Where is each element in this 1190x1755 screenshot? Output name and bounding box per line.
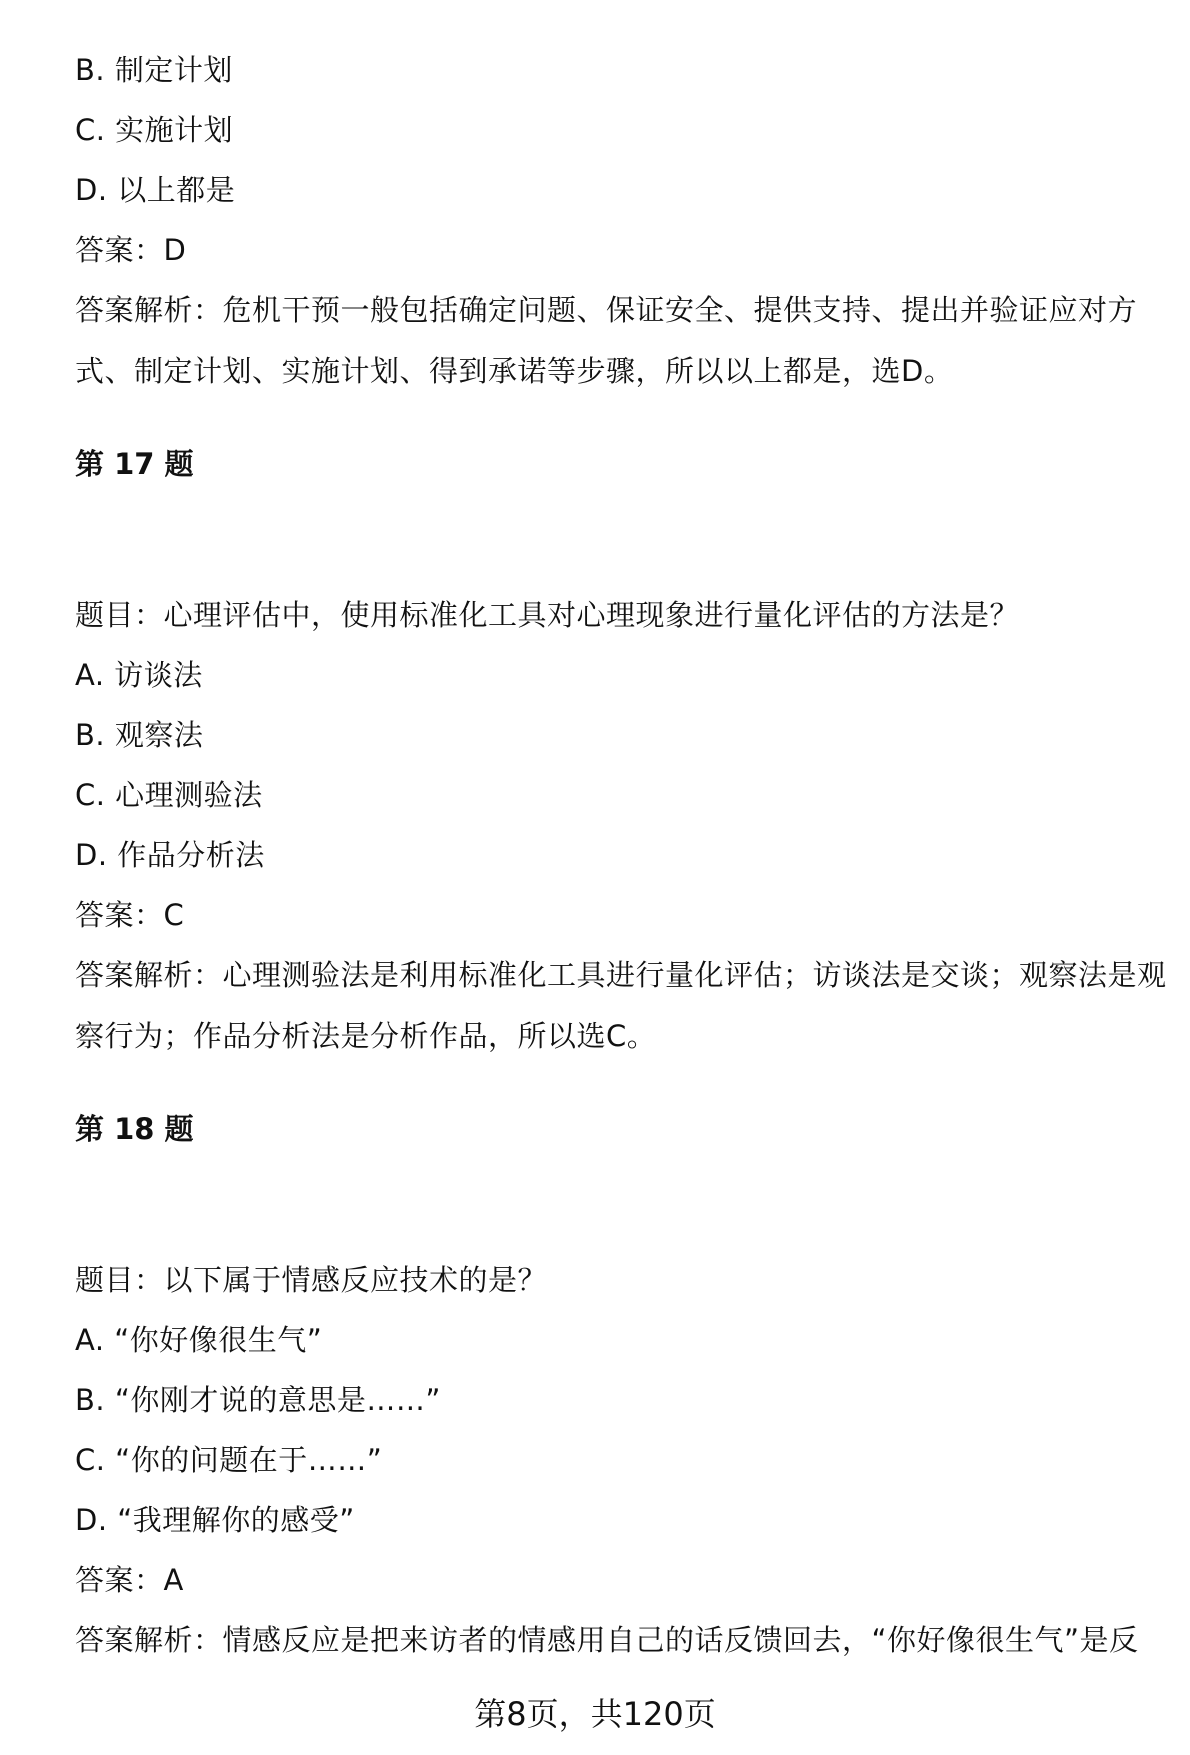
option-d: D. “我理解你的感受” (75, 1503, 355, 1537)
answer: 答案：C (75, 898, 185, 932)
option-d: D. 作品分析法 (75, 838, 265, 872)
answer-explanation: 答案解析：心理测验法是利用标准化工具进行量化评估；访谈法是交谈；观察法是观察行为；作品分析法是分析作品，所以选C。 (75, 958, 1167, 1053)
answer: 答案：D (75, 233, 187, 267)
option-c: C. 心理测验法 (75, 778, 263, 812)
answer-explanation: 答案解析：危机干预一般包括确定问题、保证安全、提供支持、提出并验证应对方式、制定计划、实施计划、得到承诺等步骤，所以以上都是，选D。 (75, 293, 1138, 388)
page-number: 第8页，共120页 (474, 1695, 716, 1733)
option-b: B. 观察法 (75, 718, 204, 752)
option-b: B. 制定计划 (75, 53, 233, 87)
question-18-heading: 第 18 题 (75, 1112, 194, 1146)
option-b: B. “你刚才说的意思是……” (75, 1383, 441, 1417)
option-a: A. “你好像很生气” (75, 1323, 323, 1357)
question-18-stem: 题目：以下属于情感反应技术的是？ (75, 1263, 548, 1297)
answer: 答案：A (75, 1563, 184, 1597)
option-a: A. 访谈法 (75, 658, 203, 692)
option-c: C. “你的问题在于……” (75, 1443, 383, 1477)
question-17-heading: 第 17 题 (75, 447, 194, 481)
option-c: C. 实施计划 (75, 113, 234, 147)
answer-explanation: 答案解析：情感反应是把来访者的情感用自己的话反馈回去，“你好像很生气”是反 (75, 1623, 1139, 1657)
option-d: D. 以上都是 (75, 173, 236, 207)
question-17-stem: 题目：心理评估中，使用标准化工具对心理现象进行量化评估的方法是？ (75, 598, 1020, 632)
